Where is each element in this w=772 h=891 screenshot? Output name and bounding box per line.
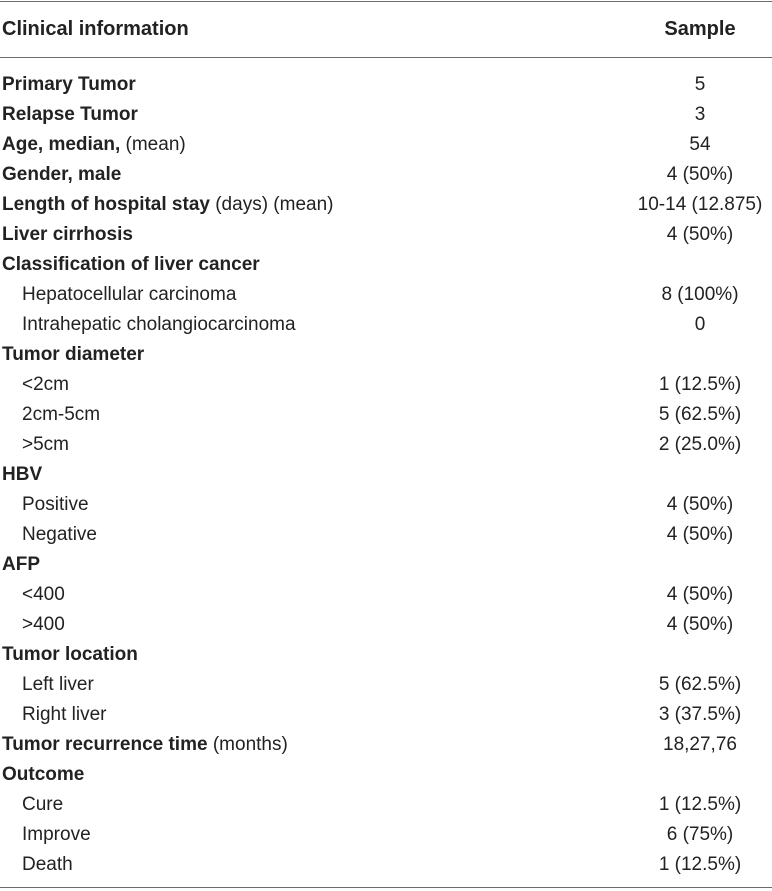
row-label-bold: HBV: [2, 464, 43, 485]
row-label-normal: Improve: [22, 824, 91, 845]
table-row: [0, 460, 772, 490]
table-row: [0, 430, 772, 460]
row-label-bold: Tumor diameter: [2, 344, 145, 365]
row-label-normal: Intrahepatic cholangiocarcinoma: [22, 314, 296, 335]
row-label: [22, 790, 63, 820]
table-row: [0, 580, 772, 610]
row-label-normal: Hepatocellular carcinoma: [22, 284, 237, 305]
row-label: [22, 700, 106, 730]
row-label-normal: <400: [22, 584, 65, 605]
row-label: [22, 280, 236, 310]
table-row: [0, 310, 772, 340]
row-label-normal: Negative: [22, 524, 97, 545]
row-label-normal: Right liver: [22, 704, 107, 725]
row-label: [2, 130, 186, 160]
table-row: [0, 820, 772, 850]
table-row: [0, 730, 772, 760]
row-label-normal: 2cm-5cm: [22, 404, 101, 425]
row-label: [22, 820, 91, 850]
table-row: [0, 400, 772, 430]
row-value: 5 (62.5%): [658, 674, 742, 695]
row-label-bold: Outcome: [2, 764, 85, 785]
table-row: [0, 250, 772, 280]
row-label: [22, 370, 69, 400]
table-row: [0, 520, 772, 550]
row-label-bold: Tumor location: [2, 644, 138, 665]
row-value: 2 (25.0%): [658, 434, 742, 455]
row-value: 3 (37.5%): [658, 704, 742, 725]
row-label-bold: Gender, male: [2, 164, 122, 185]
row-label-bold: Length of hospital stay: [2, 194, 210, 215]
header-rule: [0, 57, 772, 58]
row-label: [22, 310, 296, 340]
row-label: [2, 100, 138, 130]
row-label-normal: <2cm: [22, 374, 69, 395]
row-value: 54: [689, 134, 711, 155]
row-label: [2, 250, 260, 280]
row-label: [22, 670, 94, 700]
row-label-normal: Left liver: [22, 674, 94, 695]
table-row: [0, 370, 772, 400]
row-label-normal: (mean): [120, 134, 186, 155]
row-value: 10-14 (12.875): [637, 194, 763, 215]
table-row: [0, 490, 772, 520]
bottom-rule: [0, 887, 772, 888]
row-label: [2, 640, 138, 670]
row-value: 1 (12.5%): [658, 374, 742, 395]
row-label-normal: >5cm: [22, 434, 69, 455]
table-body: [0, 70, 772, 880]
row-value: 4 (50%): [666, 614, 734, 635]
row-label-bold: Tumor recurrence time: [2, 734, 208, 755]
row-value: 18,27,76: [663, 734, 737, 755]
table-row: [0, 790, 772, 820]
row-label: [2, 460, 42, 490]
row-label: [22, 610, 65, 640]
table-row: [0, 340, 772, 370]
table-row: [0, 100, 772, 130]
row-value: 1 (12.5%): [658, 854, 742, 875]
table-row: [0, 130, 772, 160]
row-label: [22, 430, 69, 460]
row-value: 4 (50%): [666, 224, 734, 245]
row-label: [22, 580, 65, 610]
row-value: 1 (12.5%): [658, 794, 742, 815]
table-row: [0, 610, 772, 640]
row-label: [22, 490, 89, 520]
table-row: [0, 700, 772, 730]
header-sample: Sample: [664, 18, 736, 40]
row-label-normal: >400: [22, 614, 65, 635]
row-value: 4 (50%): [666, 524, 734, 545]
row-label-bold: Classification of liver cancer: [2, 254, 260, 275]
row-value: 3: [694, 104, 706, 125]
table-row: [0, 550, 772, 580]
row-value: 0: [694, 314, 706, 335]
row-label: [2, 160, 121, 190]
row-label-bold: Primary Tumor: [2, 74, 136, 95]
row-label: [2, 730, 288, 760]
row-label: [2, 70, 136, 100]
table-row: [0, 640, 772, 670]
table-row: [0, 670, 772, 700]
row-label: [22, 400, 100, 430]
row-label: [2, 220, 133, 250]
row-label-normal: Positive: [22, 494, 89, 515]
row-label-bold: AFP: [2, 554, 40, 575]
row-value: 4 (50%): [666, 494, 734, 515]
table-row: [0, 850, 772, 880]
row-label-bold: Relapse Tumor: [2, 104, 138, 125]
row-label-bold: Age, median,: [2, 134, 121, 155]
row-value: 6 (75%): [666, 824, 734, 845]
table-row: [0, 160, 772, 190]
header-clinical-information: Clinical information: [2, 18, 189, 40]
row-label: [2, 760, 84, 790]
table-row: [0, 220, 772, 250]
row-label: [2, 340, 144, 370]
row-value: 4 (50%): [666, 584, 734, 605]
row-value: 5 (62.5%): [658, 404, 742, 425]
row-value: 5: [694, 74, 706, 95]
row-label-normal: (days) (mean): [209, 194, 334, 215]
row-label: [2, 190, 333, 220]
row-label: [2, 550, 40, 580]
table-row: [0, 190, 772, 220]
row-label: [22, 520, 97, 550]
top-rule: [0, 1, 772, 2]
row-value: 4 (50%): [666, 164, 734, 185]
row-label: [22, 850, 73, 880]
row-label-bold: Liver cirrhosis: [2, 224, 133, 245]
row-label-normal: Cure: [22, 794, 64, 815]
row-value: 8 (100%): [661, 284, 739, 305]
table-row: [0, 70, 772, 100]
row-label-normal: (months): [207, 734, 288, 755]
table-row: [0, 280, 772, 310]
row-label-normal: Death: [22, 854, 73, 875]
table-row: [0, 760, 772, 790]
